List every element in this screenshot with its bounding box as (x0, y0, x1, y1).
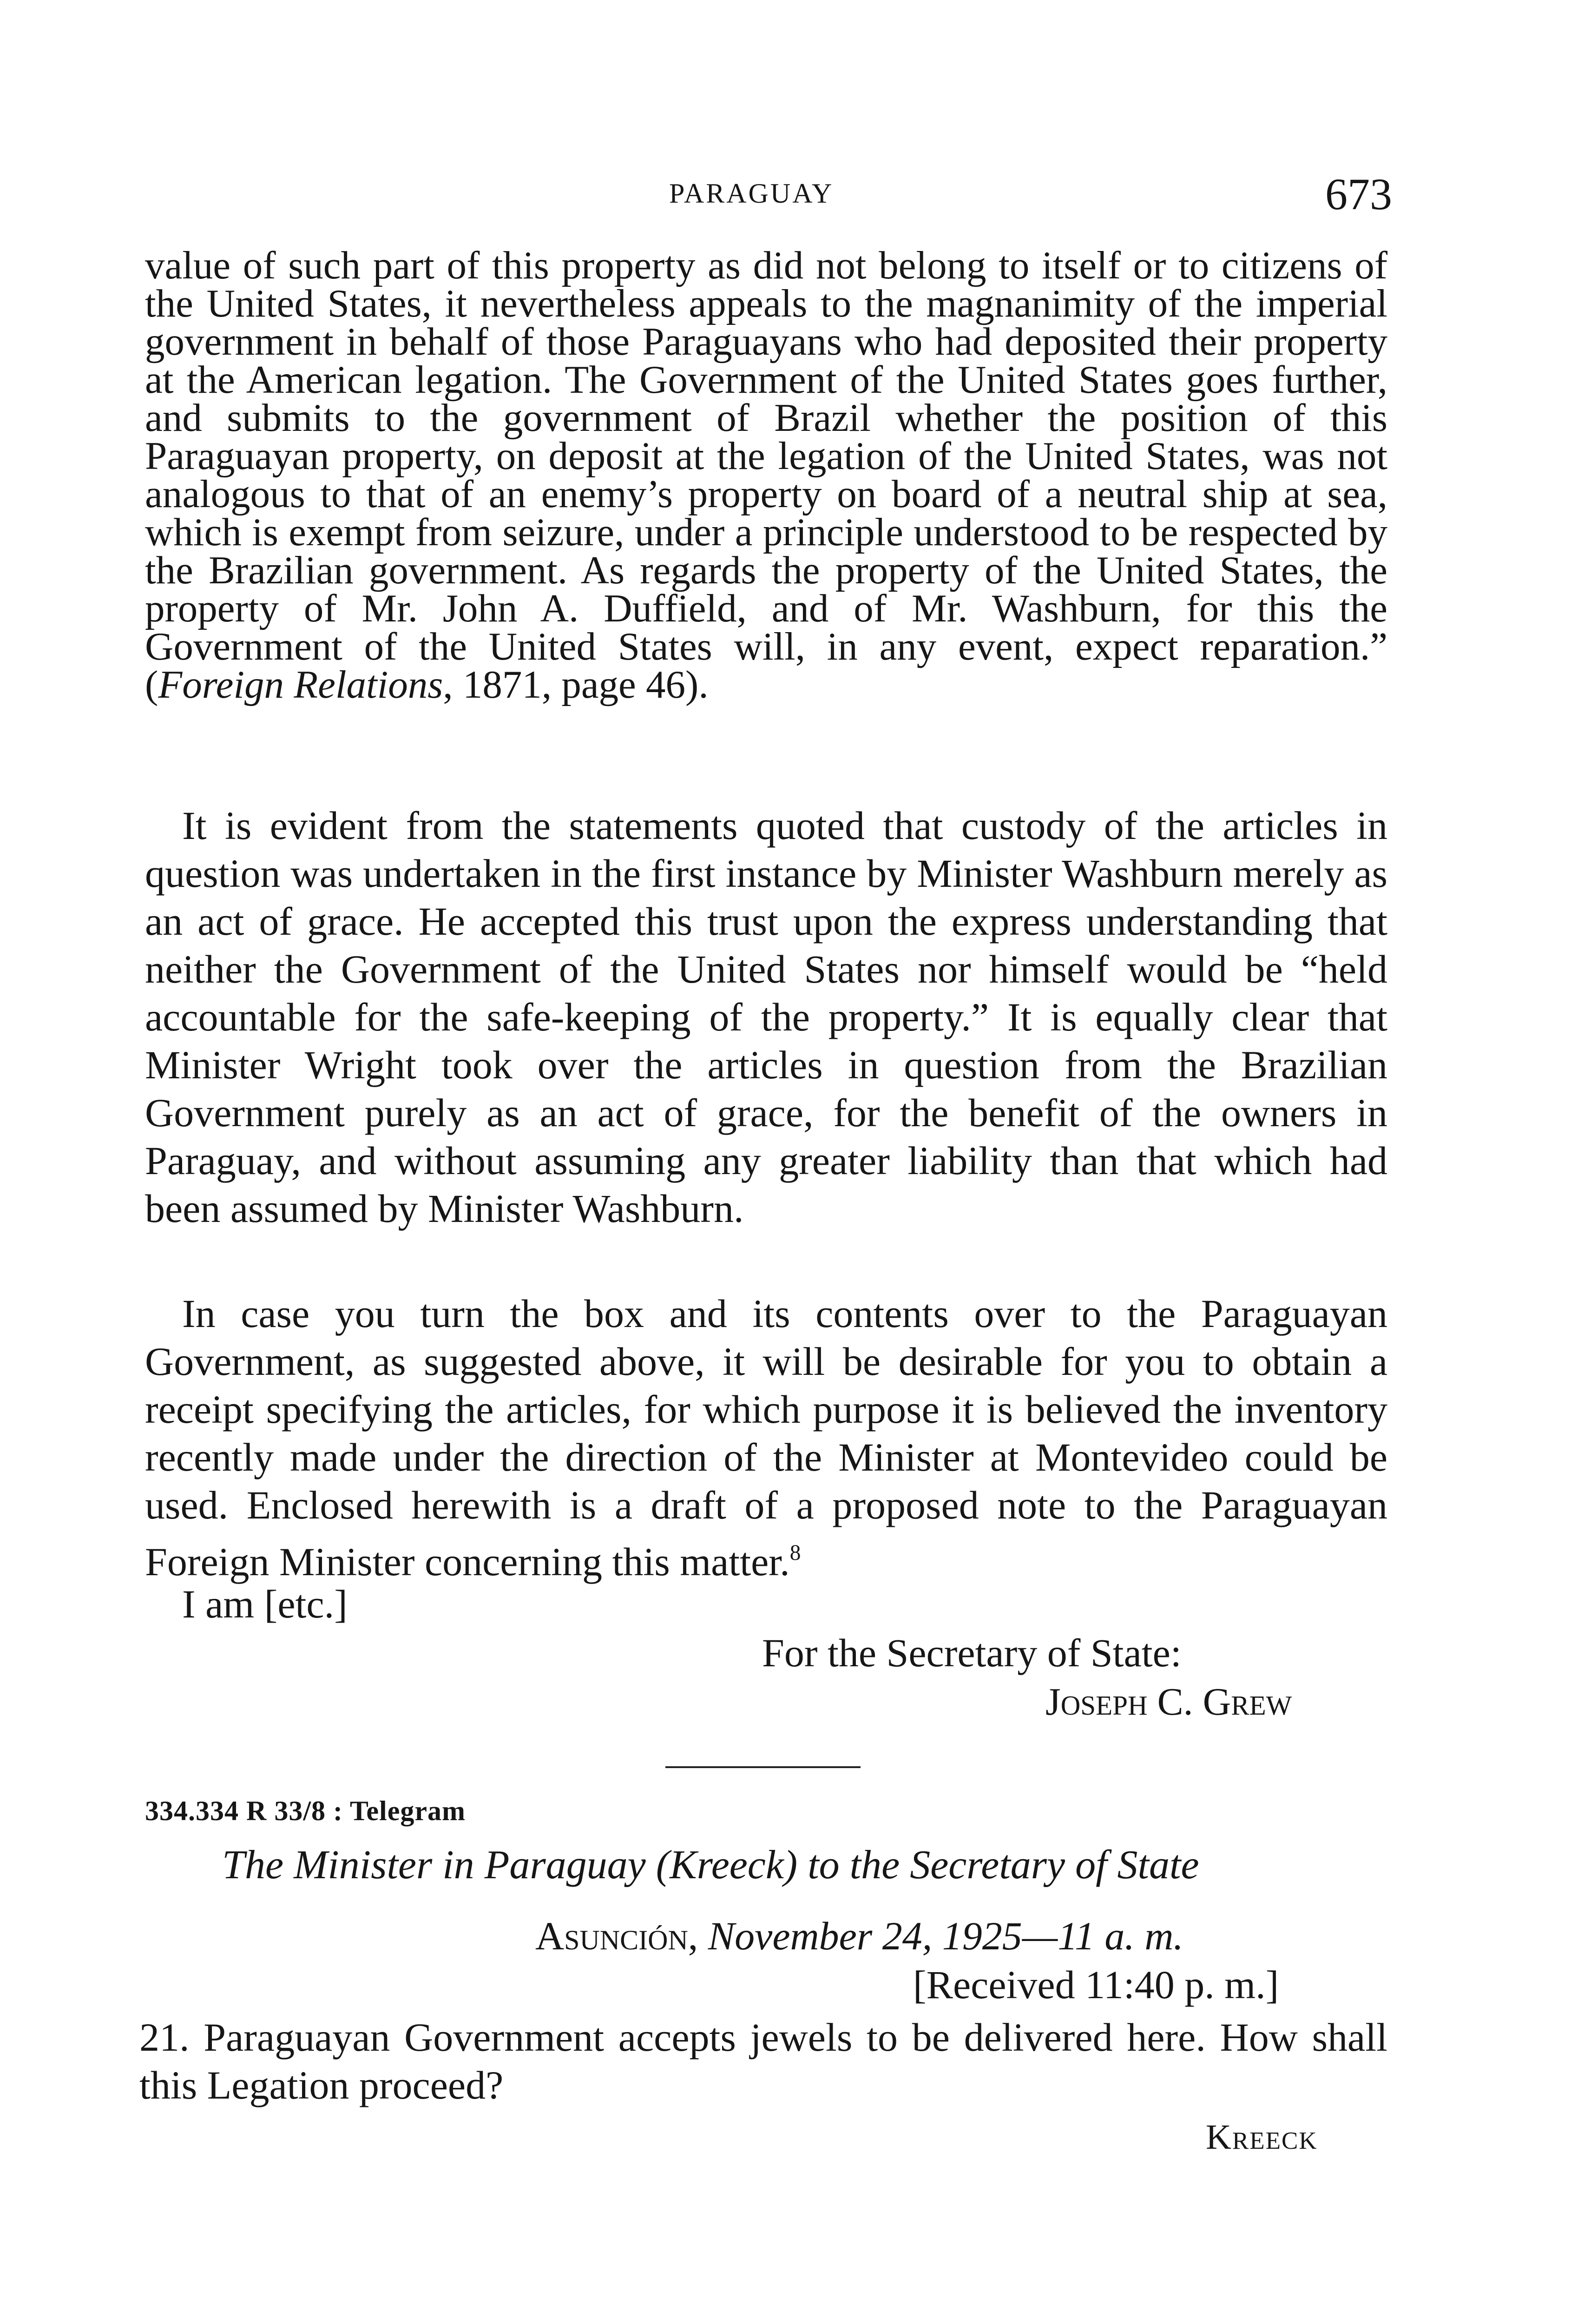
paragraph-in-case-text: In case you turn the box and its contents over to the Paraguayan Government, as suggested above, it will be desirable for you to obtain a receipt specifying the articles, for which purpose it is believed the inventory recently made under the direction of the Minister at Montevideo could be used. Enclosed herewith is a draft of a proposed note to the Paraguayan Foreign Minister concerning this matter. (145, 1291, 1387, 1585)
dateline-date: November 24, 1925—11 a. m. (708, 1914, 1183, 1958)
quoted-paragraph (145, 246, 1387, 704)
telegram-dateline (535, 1913, 1183, 1959)
dateline-place: Asunción, (535, 1914, 698, 1958)
received-note: [Received 11:40 p. m.] (913, 1962, 1279, 2007)
telegram-heading: The Minister in Paraguay (Kreeck) to the Secretary of State (222, 1842, 1199, 1888)
footnote-reference: 8 (789, 1541, 801, 1565)
running-head: PARAGUAY (669, 178, 834, 209)
citation-tail: , 1871, page 46). (443, 663, 709, 706)
file-number: 334.334 R 33/8 : Telegram (145, 1796, 466, 1826)
paragraph-in-case (145, 1290, 1387, 1586)
paragraph-evident: It is evident from the statements quoted that custody of the articles in question was undertaken in the first instance by Minister Washburn merely as an act of grace. He accepted this trust upon the express understanding that neither the Government of the United States nor himself would be “held accountable for the safe-keeping of the property.” It is equally clear that Minister Wright took over the articles in question from the Brazilian Government purely as an act of grace, for the benefit of the owners in Paraguay, and without assuming any greater liability than that which had been assumed by Minister Washburn. (145, 803, 1387, 1231)
signature-for-line: For the Secretary of State: (762, 1631, 1182, 1675)
section-divider (665, 1766, 861, 1768)
page-number: 673 (1325, 169, 1392, 219)
closing-line: I am [etc.] (182, 1582, 348, 1626)
citation-title: Foreign Relations (158, 663, 443, 706)
quoted-text: value of such part of this property as did not belong to itself or to citizens of the United States, it nevertheless appeals to the magnanimity of the imperial government in behalf of those Paraguayans who had deposited their property at the American legation. The Government of the United States goes further, and submits to the government of Brazil whether the position of this Paraguayan property, on deposit at the legation of the United States, was not analogous to that of an enemy’s property on board of a neutral ship at sea, which is exempt from seizure, under a principle understood to be respected by the Brazilian government. As regards the property of the United States, the property of Mr. John A. Duffield, and of Mr. Washburn, for this the Government of the United States will, in any event, expect reparation.” ( (145, 244, 1387, 706)
telegram-signature: Kreeck (1206, 2118, 1318, 2157)
telegram-body: 21. Paraguayan Government accepts jewels to be delivered here. How shall this Legation proceed? (139, 2015, 1387, 2107)
signature-name: Joseph C. Grew (1045, 1680, 1292, 1723)
